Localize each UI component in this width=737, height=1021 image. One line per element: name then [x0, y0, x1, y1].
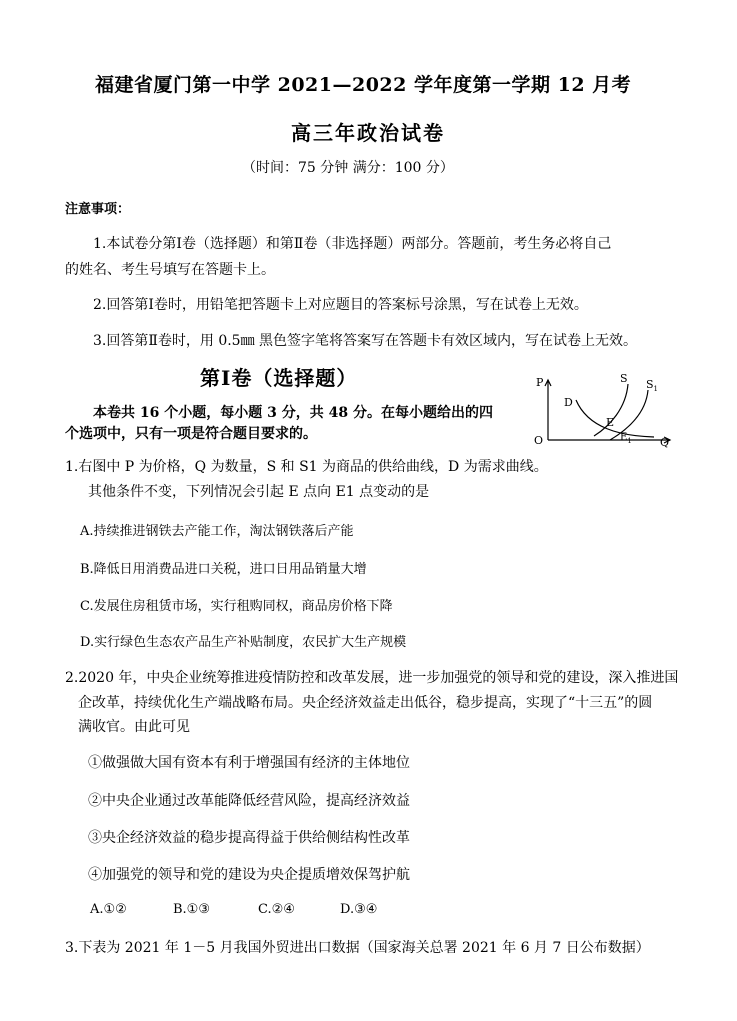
- q1-option-b: B.降低日用消费品进口关税，进口日用品销量大增: [80, 562, 367, 577]
- graph-label-e1: $E_1$: [620, 432, 632, 445]
- q1-option-d: D.实行绿色生态农产品生产补贴制度，农民扩大生产规模: [80, 635, 407, 650]
- notice-item-1-line-2: 的姓名、考生号填写在答题卡上。: [65, 262, 275, 278]
- notice-item-3: 3.回答第Ⅱ卷时，用 0.5㎜ 黑色签字笔将答案写在答题卡有效区域内，写在试卷上无效。: [93, 333, 638, 349]
- graph-label-s: S: [620, 372, 628, 385]
- q1-option-c: C.发展住房租赁市场，实行租购同权，商品房价格下降: [80, 599, 393, 614]
- graph-label-q: Q: [660, 436, 670, 448]
- q1-stem-line-1: 1.右图中 P 为价格，Q 为数量，S 和 S1 为商品的供给曲线，D 为需求曲线。: [65, 459, 548, 475]
- q2-option-a: A.①②: [90, 902, 127, 917]
- q1-stem-line-2: 其他条件不变，下列情况会引起 E 点向 E1 点变动的是: [88, 484, 430, 500]
- section-title: 第Ⅰ卷（选择题）: [200, 366, 358, 390]
- q2-option-c: C.②④: [258, 902, 295, 917]
- q2-stem-line-2: 企改革，持续优化生产端战略布局。央企经济效益走出低谷，稳步提高，实现了“十三五”的圆: [78, 695, 653, 711]
- q2-stem-line-3: 满收官。由此可见: [78, 719, 190, 735]
- graph-label-d: D: [564, 396, 573, 409]
- q2-stem-line-1: 2.2020 年，中央企业统筹推进疫情防控和改革发展，进一步加强党的领导和党的建设，深入推进国: [65, 670, 679, 686]
- notice-item-2: 2.回答第Ⅰ卷时，用铅笔把答题卡上对应题目的答案标号涂黑，写在试卷上无效。: [93, 297, 588, 313]
- q3-stem: 3.下表为 2021 年 1－5 月我国外贸进出口数据（国家海关总署 2021 年 6 月 7 日公布数据）: [65, 940, 650, 956]
- section-intro-line-1: 本卷共 16 个小题，每小题 3 分，共 48 分。在每小题给出的四: [93, 405, 493, 421]
- exam-subtitle: 高三年政治试卷: [291, 121, 445, 145]
- exam-meta: （时间：75 分钟 满分：100 分）: [242, 160, 454, 176]
- q2-statement-2: ②中央企业通过改革能降低经营风险，提高经济效益: [88, 793, 410, 809]
- q2-statement-1: ①做强做大国有资本有利于增强国有经济的主体地位: [88, 755, 410, 771]
- graph-label-o: O: [534, 434, 544, 447]
- q2-statement-4: ④加强党的领导和党的建设为央企提质增效保驾护航: [88, 867, 410, 883]
- exam-title: 福建省厦门第一中学 2021—2022 学年度第一学期 12 月考: [95, 74, 632, 96]
- notice-item-1-line-1: 1.本试卷分第Ⅰ卷（选择题）和第Ⅱ卷（非选择题）两部分。答题前，考生务必将自己: [93, 236, 612, 252]
- q2-option-d: D.③④: [340, 902, 378, 917]
- section-intro-line-2: 个选项中，只有一项是符合题目要求的。: [65, 426, 317, 442]
- graph-label-e: E: [606, 416, 615, 429]
- graph-label-s1: $S_1$: [646, 378, 659, 393]
- supply-demand-graph: [530, 368, 682, 448]
- q1-option-a: A.持续推进钢铁去产能工作，淘汰钢铁落后产能: [80, 524, 354, 539]
- graph-label-p: P: [536, 376, 544, 389]
- notice-heading: 注意事项：: [65, 202, 131, 217]
- q2-statement-3: ③央企经济效益的稳步提高得益于供给侧结构性改革: [88, 830, 410, 846]
- demand-curve: [576, 400, 654, 437]
- q2-option-b: B.①③: [173, 902, 210, 917]
